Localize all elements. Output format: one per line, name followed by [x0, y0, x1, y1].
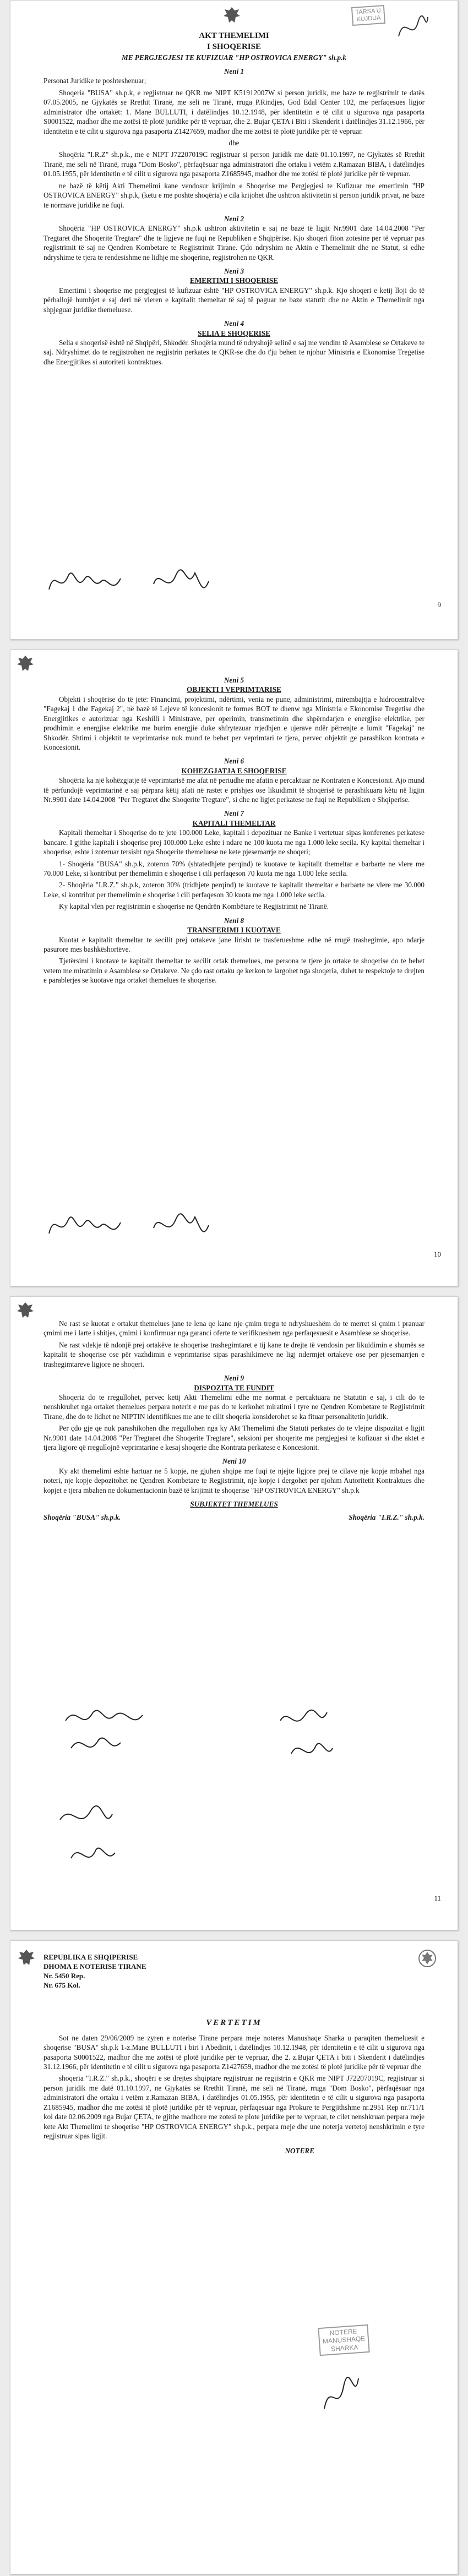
article-4-title: SELIA E SHOQERISE [198, 329, 270, 337]
albanian-eagle-emblem-icon [222, 5, 241, 27]
article-1-text: Shoqëria "I.R.Z" sh.p.k., me e NIPT J72207019C regjistruar si person juridik me datë 01.10.1997, ne Gjykatës së Rrethit Tiranë, me seli në Tiranë, rruga "Dom Bosko", përfaqësuar nga administratori dhe ortaku i vetëm z.Ramazan BIBA, i datëlindjes 01.05.1955, për identitetin e të cilit u sigurova nga pasaporta Z1685945, madhor dhe me zotësi të plotë juridike për të vepruar. [43, 150, 425, 178]
article-8-heading: Neni 8 [224, 916, 244, 925]
certification-text: Sot ne daten 29/06/2009 ne zyren e noterise Tirane perpara meje noteres Manushaqe Sharka u paraqiten themeluesit e shoqerise "BUSA" sh.p.k 1-z.Mane BULLUTI i biri i Abedinit, i datëlindjes 10.12.1948, për identitetin e të cilit u sigurova nga pasaporta S0001522, madhor dhe me zotësi të plotë juridike për të vepruar, dhe 2. z.Bujar ÇETA i biti i Skenderit i datëlindjes 31.12.1966, për identitetin e të cilit u sigurova nga pasaporta Z1427659, madhor dhe me zotësi të plotë juridike për të vepruar dhe [43, 2033, 425, 2071]
article-1-text: Personat Juridike te poshteshenuar; [43, 77, 146, 85]
article-1-text: dhe [228, 138, 240, 147]
article-9-title: DISPOZITA TE FUNDIT [194, 1383, 274, 1392]
article-7-text: Kapitali themeltar i Shoqerise do te jete 100.000 Leke, kapitali i depozituar ne Banke i vertetuar sipas konferenes perkatese bancare. I gjithe kapitali i shoqerise prej 100.000 Leke eshte i ndare ne 100 kuota me nga 1.000 leke secila. Ky kapital themeltar i shoqerise, eshte i zoteruar tersisht nga Shoqerite themeluese ne kete pjesemarrje ne shoqeri; [43, 828, 425, 856]
kol-number: Nr. 675 Kol. [43, 1980, 80, 1989]
founder-signatures [43, 562, 231, 606]
albanian-eagle-emblem-icon [17, 1947, 36, 1969]
notary-seal-icon [418, 1947, 437, 1969]
article-8-text: Tjetërsimi i kuotave te kapitalit themeltar te secilit ortak themelues, me persona te tjere jo ortake te shoqerise do te behet vetem me miratimin e Asamblese se Ortakeve. Ne çdo rast ortaku qe kerkon te largohet nga shoqeria, duhet te respektoje te drejten e parablerjes se kuotave nga ortaket themelues te shoqerise. [43, 957, 425, 985]
article-9-text: Per çdo gje qe nuk parashikohen dhe rregullohen nga ky Akt Themelimi dhe Statuti perkates do te vlejne dispozitat e ligjit Nr.9901 date 14.04.2008 "Per Tregtaret dhe Shoqerite Tregtare", seksioni per shoqerite me pergjegjesi te kufizuar si dhe aktet e tjera ligjore që rregullojnë veprimtarine e kesaj shoqerie dhe Kontrata perkatese e Koncesionit. [43, 1424, 425, 1452]
albanian-eagle-emblem-icon [16, 1300, 35, 1322]
article-4-heading: Neni 4 [224, 319, 244, 328]
page-number: 11 [434, 1894, 441, 1902]
article-9-heading: Neni 9 [224, 1374, 244, 1383]
notary-stamp: NOTERE MANUSHAQE SHARKA [318, 2324, 370, 2356]
article-10-heading: Neni 10 [222, 1457, 246, 1466]
article-10-text: Ky akt themelimi eshte hartuar ne 5 kopje, ne gjuhen shqipe me fuqi te njejte ligjore prej te cilave nje kopje mbahet nga noteri, nje kopje depozitohet ne Qendren Kombetare te Regjistrimit, nje kopje i dergohet per njohim Autoritetit Kontraktues dhe kopjet e tjera mbahen ne dokumentacionin bazë të krijimit te shoqerise "HP OSTROVICA ENERGY" sh.p.k [43, 1466, 425, 1494]
article-2-text: Shoqëria "HP OSTROVICA ENERGY" sh.p.k ushtron aktivitetin e saj ne bazë të ligjit Nr.9901 date 14.04.2008 "Per Tregtaret dhe Shoqerite Tregtare" dhe te ligjeve ne fuqi ne Republiken e Shqipërise. Kjo shoqeri fiton zotesine per të vepruar pas regjistrimit të saj ne Qendren Kombetare te Regjistrimit Tirane. Çdo ndryshim ne Aktin e Themelimit dhe ne Statut, si edhe ndryshime te tjera te rendesishme ne lidhje me shoqerine, regjistrohen ne QKR. [43, 224, 425, 261]
founders-title: SUBJEKTET THEMELUES [190, 1500, 278, 1509]
founder-irz-label: Shoqëria "I.R.Z." sh.p.k. [349, 1513, 425, 1521]
article-8-text: Ne rast vdekje të ndonjë prej ortakëve te shoqerise trashegimtaret e tij kane te drejte të vendosin per likuidimin e shumës se kapitalit te shoqerise ose për vazhdimin e veprimtarise sipas parashikimeve ne ligj ndermjet ortakeve ose per pjesemarrjen e trashegimtareve ligjore ne shoqeri. [43, 1340, 425, 1368]
founder-signature-block [49, 1699, 423, 1886]
article-6-heading: Neni 6 [224, 757, 244, 766]
republic-header: REPUBLIKA E SHQIPERISE [43, 1953, 138, 1961]
article-7-title: KAPITALI THEMELTAR [192, 818, 276, 827]
article-5-title: OBJEKTI I VEPRIMTARISE [187, 685, 281, 694]
article-7-text: 1- Shoqëria "BUSA" sh.p.k, zoteron 70% (shtatedhjete perqind) te kuotave te kapitalit themeltar e barbarte ne vlere me 70.000 Leke, si kontribut per themelimin e shoqerise i cili perfaqeson 70 kuota me nga 1.000 leke secila. [43, 859, 425, 878]
article-7-text: 2- Shoqëria "I.R.Z." sh.p.k, zoteron 30% (tridhjete perqind) te kuotave te kapitalit themeltar e barbarte ne vlere me 30.000 Leke, si kontribut per themelimin e shoqerise i cili perfaqeson 30 kuota me nga 1.000 leke secila. [43, 881, 425, 899]
received-stamp: TARSA U KUJDUA [351, 5, 386, 26]
rep-number: Nr. 5450 Rep. [43, 1971, 85, 1980]
act-title-2: I SHOQERISE [207, 42, 261, 51]
founder-busa-label: Shoqëria "BUSA" sh.p.k. [43, 1513, 121, 1521]
article-6-title: KOHEZGJATJA E SHOQERISE [181, 766, 287, 775]
article-9-text: Shoqeria do te rregullohet, pervec ketij Akti Themelimi edhe me normat e percaktuara ne Statutin e saj, i cili do te nenshkruhet nga ortaket themelues perpara noterit e me pas do te kerkohet miratimi i tyre ne Qendren Kombetare te Regjistrimit Tirane, dhe do te lidhet ne NIPTIN identifikues me ane te cilit shoqeria konsiderohet se ka fituar personalitetin juridik. [43, 1393, 425, 1421]
article-5-text: Objekti i shoqërise do të jetë: Financimi, projektimi, ndërtimi, venia ne pune, administrimi, mirembajtja e hidrocentralëve "Fagekaj 1 dhe Fagekaj 2", në bazë të Lejeve të koncesionit te formes BOT te dhenw nga Ministria e Ekonomise Tregetise dhe Energjitikes e autorizuar nga Keshilli i Ministrave, per operimin, transmetimin dhe shpërndarjen e energjise elektrike, per prodhimin e energjise elektrike me burim energjie duke shfrytezuar rrjedhjen e ujerave ndër përrenjte e lumit "Fagekaj" ne Shkodër. Shtimi i objektit te veprimtarise nuk mund te behet per veprimtari te tjera, pervec objektit ge parashikon kontrata e Koncesionit. [43, 695, 425, 751]
article-1-heading: Neni 1 [224, 67, 244, 76]
document-page-3 [10, 1296, 458, 1930]
page-number: 9 [437, 601, 441, 609]
certification-title: VERTETIM [206, 2018, 262, 2027]
article-7-text: Ky kapital vlen per regjistrimin e shoqerise ne Qendrën Kombëtare te Regjistrimit në Tiranë. [59, 902, 329, 911]
article-5-heading: Neni 5 [224, 676, 244, 684]
article-3-text: Emertimi i shoqerise me pergjegjesi të kufizuar është "HP OSTROVICA ENERGY" sh.p.k. Kjo shoqeri e ketij lloji do të përballojë humbjet e saj deri në vleren e kapitalit themeltar të saj të paguar ne baze statutit dhe ne Aktin e Themelimit nga shpjeguar juridike themeluese. [43, 286, 425, 314]
document-page-2 [10, 650, 458, 1286]
page-number: 10 [434, 1250, 441, 1258]
article-4-text: Selia e shoqerisë është në Shqipëri, Shkodër. Shoqëria mund të ndryshojë selinë e saj me vendim të Asamblese se Ortakeve te saj. Ndryshimet do te regjistrohen ne regjistrin perkates te QKR-se dhe do t'ju behen te njohur Ministria e Ekonomise Tregetise dhe Energjitikes si autoriteti kontraktues. [43, 338, 425, 366]
article-8-title: TRANSFERIMI I KUOTAVE [187, 926, 281, 935]
article-3-heading: Neni 3 [224, 267, 244, 276]
albanian-eagle-emblem-icon [16, 653, 35, 675]
article-1-text: Shoqeria "BUSA" sh.p.k, e regjistruar ne QKR me NIPT K51912007W si person juridik, me baze te regjistrimit te datës 07.05.2005, ne Gjykatës se Rrethit Tiranë, me seli ne Tiranë, rruga P.Rindjes, God Edal Center 102, me perfaqesues ligjor administrator dhe ortakët: 1. Mane BULLUTI, i datëlindjes 10.12.1948, për identitetin e të cilit u sigurova nga pasaporta S0001522, madhor dhe me zotësi të plotë juridike për të vepruar, dhe 2. Bujar ÇETA i Biti i Skenderit i datëlindjes 31.12.1966, për identitetin e të cilit u sigurova nga pasaporta Z1427659, madhor dhe me zotësi të plotë juridike për të vepruar. [43, 88, 425, 135]
article-3-title: EMERTIMI I SHOQERISE [189, 276, 279, 285]
document-page-1 [10, 0, 458, 640]
certification-text: shoqeria "I.R.Z." sh.p.k., shoqëri e se drejtes shqiptare regjistruar ne regjistrin e QKR me NIPT J72207019C, regjistruar si person juridik me datë 01.10.1997, ne Gjykatës së Rrethit Tiranë, me seli në Tiranë, rruga "Dom Bosko", përfaqësuar nga administratori dhe ortaku i vetëm z.Ramazan BIBA, i datëlindjes 01.05.1955, për identitetin e të cilit u sigurova nga pasaporta Z1685945, madhor dhe me zotësi të plotë juridike për të vepruar, përfaqesuar nga Prokure te Pergjithshme nr.2951 Rep nr.711/1 kol date 02.06.2009 nga Bujar ÇETA, te gjithe madhore me zotesi te plote juridike per te vepruar, te cilet nenshkruan perpara meje kete Akt Themelimi te shoqerise "HP OSTROVICA ENERGY" sh.p.k., perpara meje dhe une noterja vertetoj nenshkrimin e tyre regjistruar sipas ligjit. [43, 2074, 425, 2141]
document-page-4 [10, 1940, 458, 2574]
act-title: AKT THEMELIMI [199, 31, 269, 40]
article-8-text: Kuotat e kapitalit themeltar te secilit prej ortakeve jane lirisht te trasferueshme edhe në rrugë trashegimie, apo ndarje pasurore mes bashkëshortëve. [43, 935, 425, 953]
article-2-heading: Neni 2 [224, 214, 244, 223]
article-7-heading: Neni 7 [224, 809, 244, 818]
act-subtitle: ME PERGJEGJESI TE KUFIZUAR "HP OSTROVICA ENERGY" sh.p.k [121, 53, 347, 62]
article-6-text: Shoqëria ka një kohëzgjatje të veprimtarisë me afat në periudhe me afatin e percaktuar ne Kontraten e Koncesionit. Ajo mund të përfundojë veprimtarinë e saj përpara këtij afati në rastet e prishjes ose likuidimit të shoqërisë te parashikuara kètu në ligjin Nr.9901 date 14.04.2008 "Per Tregtaret dhe Shoqerite Tregtare", si dhe ne ligjet perkatese ne fuqi ne Republiken e Shqiperise. [43, 776, 425, 804]
notary-label: NOTERE [285, 2147, 314, 2155]
chamber-header: DHOMA E NOTERISE TIRANE [43, 1962, 146, 1971]
article-1-text: ne bazë të këtij Akti Themelimi kane vendosur krijimin e Shoqerise me Pergjegjesi te Kufizuar me emertimin "HP OSTROVICA ENERGY" sh.p.k, (ketu e me poshte shoqëria) e cila krijohet dhe ushtron aktivitetin si person juridik privat, ne baze te normave juridike ne fuqi. [43, 181, 425, 209]
notary-signature [319, 2370, 363, 2420]
article-8-text: Ne rast se kuotat e ortakut themelues jane te lena qe kane nje çmim tregu te ndryshueshëm do te merret si çmim i pranuar çmimi me i larte i shitjes, çmimi i konfirmuar nga garanci oferte te verifikueshem nga perfaqesuesit e Asamblese se shoqerise. [43, 1319, 425, 1338]
founder-signatures [43, 1206, 231, 1250]
